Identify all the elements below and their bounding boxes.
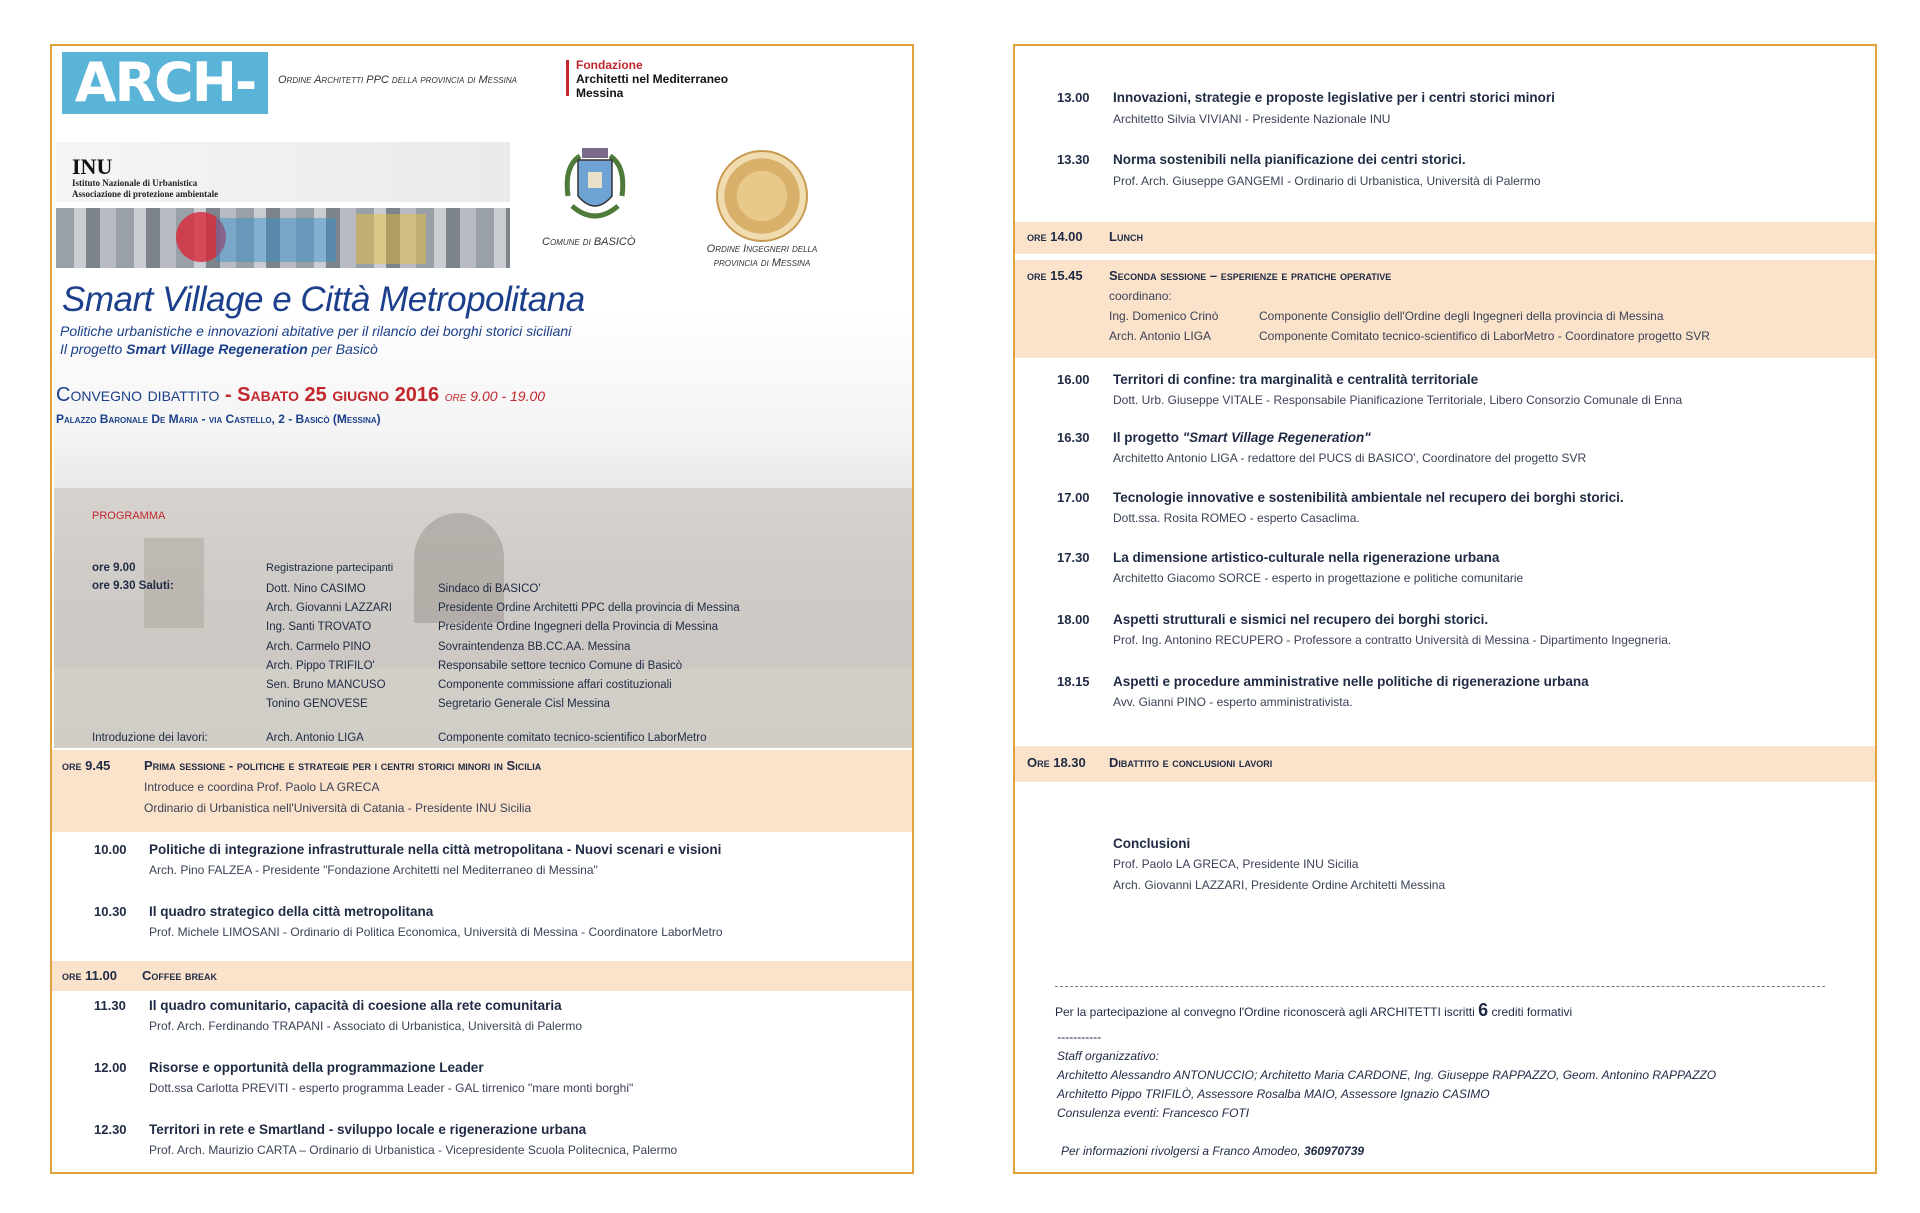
item-time: 17.00: [1057, 490, 1090, 505]
session1-line2: Ordinario di Urbanistica nell'Università di Catania - Presidente INU Sicilia: [144, 801, 532, 815]
item-time: 16.00: [1057, 372, 1090, 387]
inu-logo: INU: [72, 154, 113, 179]
registration-label: Registrazione partecipanti: [266, 562, 394, 574]
ordine-ingegneri-seal-icon: [716, 150, 808, 242]
item-speaker: Dott. Urb. Giuseppe VITALE - Responsabile Pianificazione Territoriale, Libero Consorzio Comunale di Enna: [1113, 393, 1683, 407]
lunch-time: ore 14.00: [1027, 229, 1083, 244]
item-speaker: Prof. Michele LIMOSANI - Ordinario di Politica Economica, Università di Messina - Coordinatore LaborMetro: [149, 925, 723, 939]
coordinator-role: Componente Consiglio dell'Ordine degli Ingegneri della provincia di Messina: [1259, 309, 1664, 323]
conclusioni-title: Conclusioni: [1113, 836, 1191, 851]
item-time: 18.00: [1057, 612, 1090, 627]
session2-coord-label: coordinano:: [1109, 289, 1172, 303]
item-title: Tecnologie innovative e sostenibilità ambientale nel recupero dei borghi storici.: [1113, 490, 1624, 505]
comune-basico-label: Comune di BASICÒ: [542, 236, 636, 248]
session1-time: ore 9.45: [62, 758, 111, 773]
item-time: 17.30: [1057, 550, 1090, 565]
event-title: Smart Village e Città Metropolitana: [62, 280, 585, 319]
coordinator-role: Componente Comitato tecnico-scientifico di LaborMetro - Coordinatore progetto SVR: [1259, 329, 1710, 343]
intro-name: Arch. Antonio LIGA: [266, 732, 364, 744]
basico-crest-icon: [560, 146, 630, 232]
fondazione-logo: Fondazione Architetti nel Mediterraneo Messina: [576, 58, 729, 100]
session1-title: Prima sessione - politiche e strategie per i centri storici minori in Sicilia: [144, 758, 542, 773]
item-speaker: Architetto Giacomo SORCE - esperto in progettazione e politiche comunitarie: [1113, 571, 1524, 585]
item-time: 18.15: [1057, 674, 1090, 689]
list-item: Dott. Nino CASIMO: [266, 583, 366, 595]
lunch-band: [1015, 222, 1875, 254]
coordinator-name: Ing. Domenico Crinò: [1109, 309, 1219, 323]
conclusioni-line2: Arch. Giovanni LAZZARI, Presidente Ordine Architetti Messina: [1113, 878, 1446, 892]
item-speaker: Prof. Arch. Ferdinando TRAPANI - Associato di Urbanistica, Università di Palermo: [149, 1019, 583, 1033]
ordine-ingegneri-label: Ordine Ingegneri della provincia di Messina: [706, 243, 818, 269]
item-speaker: Avv. Gianni PINO - esperto amministrativista.: [1113, 695, 1353, 709]
saluti-roles: [438, 580, 740, 714]
item-time: 12.00: [94, 1060, 127, 1075]
list-item: Sen. Bruno MANCUSO: [266, 679, 386, 692]
staff-section: ----------- Staff organizzativo: Architetto Alessandro ANTONUCCIO; Architetto Maria CARDONE, Ing. Giuseppe RAPPAZZO, Geom. Antonino RAPPAZZO Architetto Pippo TRIFILÒ, Assessore Rosalba MAIO, Assessore Ignazio CASIMO Consulenza eventi: Francesco FOTI: [1057, 1030, 1717, 1120]
item-title: Norma sostenibili nella pianificazione dei centri storici.: [1113, 152, 1466, 167]
divider: [1055, 986, 1825, 987]
item-title: Aspetti strutturali e sismici nel recupero dei borghi storici.: [1113, 612, 1489, 627]
item-speaker: Architetto Antonio LIGA - redattore del PUCS di BASICO', Coordinatore del progetto SVR: [1113, 451, 1587, 465]
intro-role: Componente comitato tecnico-scientifico LaborMetro: [438, 732, 707, 744]
lunch-title: Lunch: [1109, 229, 1143, 244]
item-speaker: Architetto Silvia VIVIANI - Presidente Nazionale INU: [1113, 112, 1391, 126]
list-item: Ing. Santi TROVATO: [266, 621, 372, 634]
item-title: Risorse e opportunità della programmazione Leader: [149, 1060, 484, 1075]
list-item: Componente commissione affari costituzionali: [438, 679, 672, 692]
item-speaker: Prof. Arch. Maurizio CARTA – Ordinario di Urbanistica - Vicepresidente Scuola Politecnica, Palermo: [149, 1143, 678, 1157]
saluti-names: [266, 580, 392, 714]
item-time: 13.30: [1057, 152, 1090, 167]
coffee-title: Coffee break: [142, 968, 218, 983]
item-time: 11.30: [94, 998, 126, 1013]
fondazione-bar: [566, 60, 569, 96]
list-item: Segretario Generale Cisl Messina: [438, 698, 610, 711]
list-item: Presidente Ordine Architetti PPC della provincia di Messina: [438, 602, 740, 615]
dibattito-time: Ore 18.30: [1027, 755, 1086, 770]
item-speaker: Prof. Arch. Giuseppe GANGEMI - Ordinario di Urbanistica, Università di Palermo: [1113, 174, 1541, 188]
list-item: Sindaco di BASICO': [438, 583, 541, 595]
info-contact: Per informazioni rivolgersi a Franco Amodeo, 360970739: [1061, 1144, 1365, 1158]
list-item: Tonino GENOVESE: [266, 698, 368, 711]
session2-time: ore 15.45: [1027, 268, 1083, 283]
list-item: Presidente Ordine Ingegneri della Provincia di Messina: [438, 621, 718, 634]
program-page-1: [50, 44, 914, 1174]
item-title: Territori in rete e Smartland - sviluppo locale e rigenerazione urbana: [149, 1122, 587, 1137]
list-item: Arch. Carmelo PINO: [266, 640, 371, 653]
list-item: Arch. Giovanni LAZZARI: [266, 602, 392, 615]
inu-photo-strip: [56, 208, 510, 268]
item-time: 10.30: [94, 904, 127, 919]
item-title: Il quadro comunitario, capacità di coesione alla rete comunitaria: [149, 998, 562, 1013]
programma-label: PROGRAMMA: [92, 510, 166, 522]
inu-subtitle: Istituto Nazionale di Urbanistica Associazione di protezione ambientale: [72, 178, 219, 199]
item-title: Innovazioni, strategie e proposte legislative per i centri storici minori: [1113, 90, 1555, 105]
convegno-heading: Convegno dibattito - Sabato 25 giugno 2016 ore 9.00 - 19.00: [56, 384, 546, 406]
coffee-time: ore 11.00: [62, 968, 117, 983]
item-speaker: Dott.ssa Carlotta PREVITI - esperto programma Leader - GAL tirrenico "mare monti borghi": [149, 1081, 634, 1095]
list-item: Arch. Pippo TRIFILO': [266, 659, 375, 672]
program-page-2: [1013, 44, 1877, 1174]
item-title: Il progetto "Smart Village Regeneration": [1113, 430, 1371, 445]
event-subtitle: Politiche urbanistiche e innovazioni abitative per il rilancio dei borghi storici siciliani Il progetto Smart Village Regeneration per Basicò: [60, 323, 572, 357]
ordine-architetti-label: Ordine Architetti PPC della provincia di Messina: [278, 74, 517, 86]
item-speaker: Prof. Ing. Antonino RECUPERO - Professore a contratto Università di Messina - Dipartimento Ingegneria.: [1113, 633, 1672, 647]
list-item: Responsabile settore tecnico Comune di Basicò: [438, 659, 683, 672]
item-time: 16.30: [1057, 430, 1090, 445]
intro-label: Introduzione dei lavori:: [92, 732, 208, 744]
list-item: Sovraintendenza BB.CC.AA. Messina: [438, 640, 631, 653]
item-title: Il quadro strategico della città metropolitana: [149, 904, 434, 919]
session1-line1: Introduce e coordina Prof. Paolo LA GRECA: [144, 780, 380, 794]
item-title: Aspetti e procedure amministrative nelle politiche di rigenerazione urbana: [1113, 674, 1589, 689]
saluti-time: ore 9.30 Saluti:: [92, 580, 174, 592]
dibattito-title: Dibattito e conclusioni lavori: [1109, 755, 1273, 770]
item-time: 10.00: [94, 842, 127, 857]
item-speaker: Arch. Pino FALZEA - Presidente "Fondazione Architetti nel Mediterraneo di Messina": [149, 863, 598, 877]
item-title: La dimensione artistico-culturale nella rigenerazione urbana: [1113, 550, 1500, 565]
session2-title: Seconda sessione – esperienze e pratiche operative: [1109, 268, 1392, 283]
coordinator-name: Arch. Antonio LIGA: [1109, 329, 1212, 343]
item-time: 12.30: [94, 1122, 127, 1137]
credits-note: Per la partecipazione al convegno l'Ordine riconoscerà agli ARCHITETTI iscritti 6 crediti formativi: [1055, 1000, 1573, 1020]
conclusioni-line1: Prof. Paolo LA GRECA, Presidente INU Sicilia: [1113, 857, 1359, 871]
item-time: 13.00: [1057, 90, 1090, 105]
archme-logo: ARCH-: [62, 52, 268, 114]
item-speaker: Dott.ssa. Rosita ROMEO - esperto Casaclima.: [1113, 511, 1360, 525]
item-title: Politiche di integrazione infrastrutturale nella città metropolitana - Nuovi scenari e visioni: [149, 842, 722, 857]
item-title: Territori di confine: tra marginalità e centralità territoriale: [1113, 372, 1479, 387]
venue: Palazzo Baronale De Maria - via Castello, 2 - Basicò (Messina): [56, 412, 381, 426]
registration-time: ore 9.00: [92, 562, 136, 574]
